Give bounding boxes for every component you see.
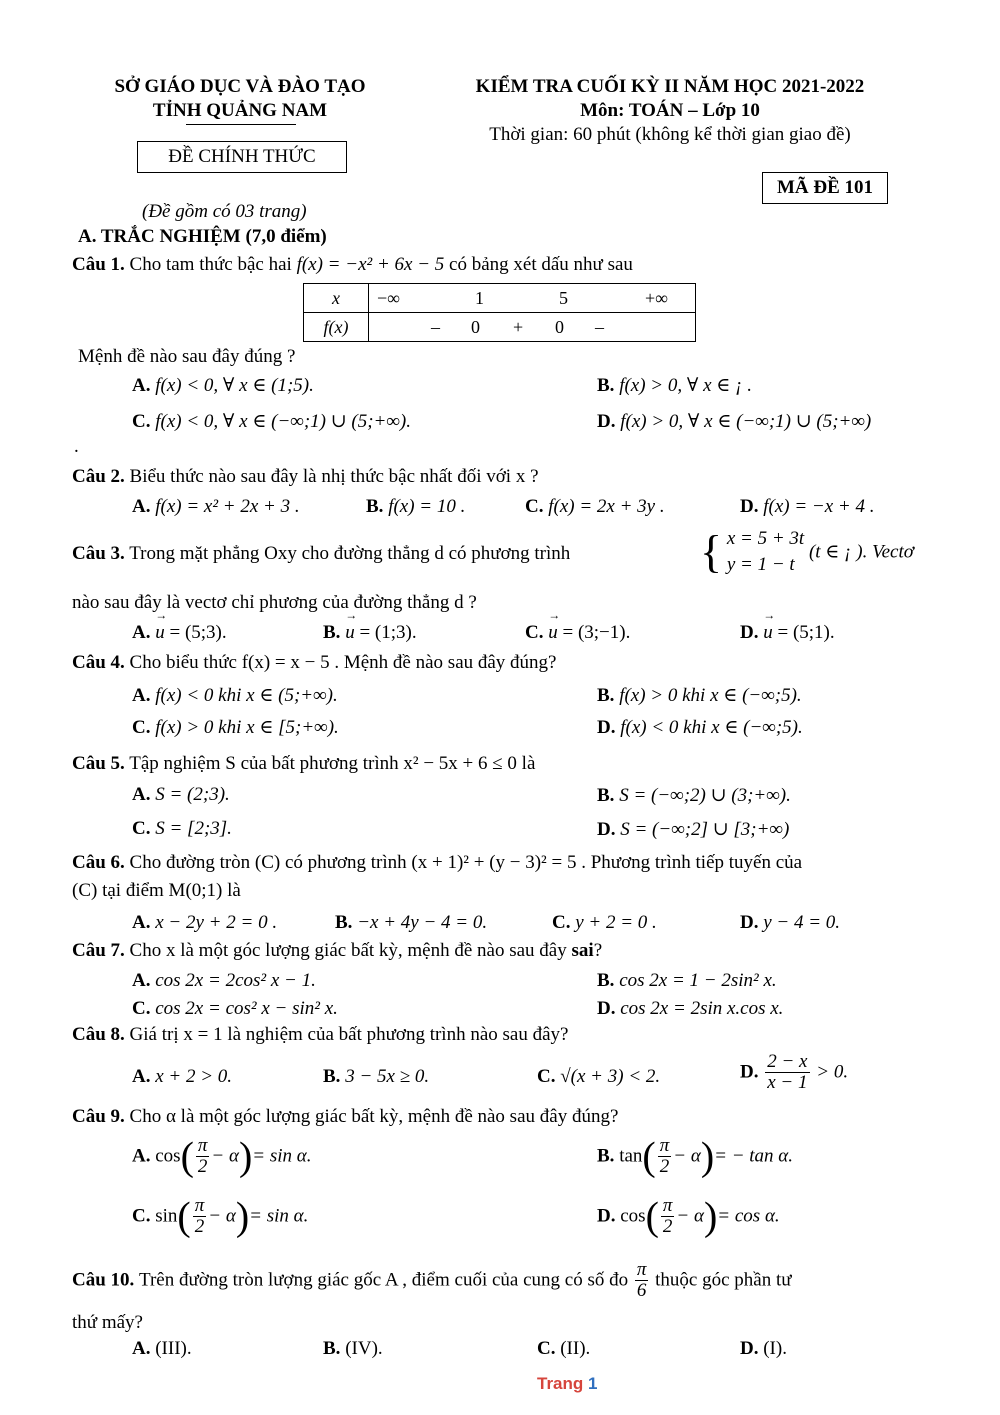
q9-option-a: A. cos( $\frac{\pi}{2}$ − α)= sin α. (132, 1133, 312, 1179)
q1-option-a: A. f(x) < 0, ∀ x ∈ (1;5). (132, 375, 314, 396)
formula: f(x) = −x² + 6x − 5 (296, 254, 445, 275)
q6-option-c: C. y + 2 = 0 . (552, 912, 657, 933)
q7-option-b: B. cos 2x = 1 − 2sin² x. (597, 970, 777, 991)
section-a-title: A. TRẮC NGHIỆM (7,0 điểm) (78, 226, 327, 247)
q4-option-a: A. f(x) < 0 khi x ∈ (5;+∞). (132, 685, 338, 706)
q6-option-b: B. −x + 4y − 4 = 0. (335, 912, 488, 933)
pages-note: (Đề gồm có 03 trang) (142, 201, 307, 222)
q2-option-d: D. f(x) = −x + 4 . (740, 496, 875, 517)
q6-option-d: D. y − 4 = 0. (740, 912, 841, 933)
sign-table-x-row: −∞ 1 5 +∞ (369, 284, 696, 313)
q9-option-c: C. sin( $\frac{\pi}{2}$ − α)= sin α. (132, 1193, 309, 1239)
q5-option-b: B. S = (−∞;2) ∪ (3;+∞). (597, 785, 791, 806)
department-name: SỞ GIÁO DỤC VÀ ĐÀO TẠO (114, 76, 366, 97)
question-10: Câu 10. Trên đường tròn lượng giác gốc A , điểm cuối của cung có số đo $\frac{\pi}{6}$ thuộc góc phần tư (72, 1259, 792, 1301)
question-10-line2: thứ mấy? (72, 1312, 143, 1333)
q10-option-a: A. (III). (132, 1338, 192, 1359)
line-system: { x = 5 + 3t y = 1 − t (t ∈ ¡ ). Vectơ (700, 526, 914, 577)
q10-option-d: D. (I). (740, 1338, 787, 1359)
q2-option-b: B. f(x) = 10 . (366, 496, 466, 517)
sign-table (303, 283, 696, 342)
trailing-dot: . (74, 436, 79, 457)
q4-option-b: B. f(x) > 0 khi x ∈ (−∞;5). (597, 685, 802, 706)
q1-option-d: D. f(x) > 0, ∀ x ∈ (−∞;1) ∪ (5;+∞) (597, 411, 872, 432)
q9-option-b: B. tan( $\frac{\pi}{2}$ − α)= − tan α. (597, 1133, 794, 1179)
question-3: Câu 3. Trong mặt phẳng Oxy cho đường thẳng d có phương trình (72, 543, 571, 564)
exam-title: KIỂM TRA CUỐI KỲ II NĂM HỌC 2021-2022 (475, 76, 865, 97)
q1-option-c: C. f(x) < 0, ∀ x ∈ (−∞;1) ∪ (5;+∞). (132, 411, 412, 432)
page-footer: Trang 1 (537, 1374, 598, 1393)
q2-option-c: C. f(x) = 2x + 3y . (525, 496, 665, 517)
q5-option-a: A. S = (2;3). (132, 784, 230, 805)
exam-code-box: MÃ ĐỀ 101 (762, 172, 888, 204)
question-3-line2: nào sau đây là vectơ chỉ phương của đường thẳng d ? (72, 592, 477, 613)
question-8: Câu 8. Giá trị x = 1 là nghiệm của bất phương trình nào sau đây? (72, 1024, 569, 1045)
subject-line: Môn: TOÁN – Lớp 10 (580, 100, 760, 121)
sign-table-f-label: f(x) (304, 313, 369, 342)
question-4: Câu 4. Cho biểu thức f(x) = x − 5 . Mệnh đề nào sau đây đúng? (72, 652, 557, 673)
sign-table-x-label: x (304, 284, 369, 313)
question-5: Câu 5. Tập nghiệm S của bất phương trình x² − 5x + 6 ≤ 0 là (72, 753, 536, 774)
q10-option-b: B. (IV). (323, 1338, 383, 1359)
q10-option-c: C. (II). (537, 1338, 591, 1359)
q4-option-c: C. f(x) > 0 khi x ∈ [5;+∞). (132, 717, 339, 738)
fraction: $\frac{\pi}{6}$ (636, 1259, 647, 1301)
question-label: Câu 1. (72, 254, 125, 275)
q2-option-a: A. f(x) = x² + 2x + 3 . (132, 496, 300, 517)
official-exam-box: ĐỀ CHÍNH THỨC (137, 141, 347, 173)
time-line: Thời gian: 60 phút (không kể thời gian giao đề) (489, 124, 851, 145)
q4-option-d: D. f(x) < 0 khi x ∈ (−∞;5). (597, 717, 803, 738)
question-7: Câu 7. Cho x là một góc lượng giác bất kỳ, mệnh đề nào sau đây sai? (72, 940, 603, 961)
q3-option-c: C. → u = (3;−1). (525, 622, 630, 644)
question-6: Câu 6. Cho đường tròn (C) có phương trình (x + 1)² + (y − 3)² = 5 . Phương trình tiếp tuyến của (72, 852, 803, 873)
question-1-stem: Mệnh đề nào sau đây đúng ? (78, 346, 296, 367)
q3-option-b: B. → u = (1;3). (323, 622, 417, 644)
q5-option-c: C. S = [2;3]. (132, 818, 232, 839)
fraction: $\frac{2 - x}{x - 1}$ (767, 1051, 808, 1093)
q9-option-d: D. cos( $\frac{\pi}{2}$ − α)= cos α. (597, 1193, 780, 1239)
province-name: TỈNH QUẢNG NAM (152, 100, 328, 121)
sign-table-f-row: – 0 + 0 – (369, 313, 696, 342)
question-9: Câu 9. Cho α là một góc lượng giác bất kỳ, mệnh đề nào sau đây đúng? (72, 1106, 619, 1127)
q8-option-d: D. $\frac{2 - x}{x - 1}$ > 0. (740, 1051, 849, 1093)
q1-option-b: B. f(x) > 0, ∀ x ∈ ¡ . (597, 375, 752, 396)
q3-option-d: D. → u = (5;1). (740, 622, 835, 644)
q8-option-c: C. √(x + 3) < 2. (537, 1066, 661, 1087)
q3-option-a: A. → u = (5;3). (132, 622, 227, 644)
question-1: Câu 1. Cho tam thức bậc hai f(x) = −x² + 6x − 5 có bảng xét dấu như sau (72, 254, 633, 275)
q7-option-d: D. cos 2x = 2sin x.cos x. (597, 998, 784, 1019)
q7-option-c: C. cos 2x = cos² x − sin² x. (132, 998, 338, 1019)
q6-option-a: A. x − 2y + 2 = 0 . (132, 912, 278, 933)
q5-option-d: D. S = (−∞;2] ∪ [3;+∞) (597, 819, 790, 840)
q8-option-b: B. 3 − 5x ≥ 0. (323, 1066, 430, 1087)
question-6-line2: (C) tại điểm M(0;1) là (72, 880, 241, 901)
question-2: Câu 2. Biểu thức nào sau đây là nhị thức bậc nhất đối với x ? (72, 466, 539, 487)
q8-option-a: A. x + 2 > 0. (132, 1066, 233, 1087)
q7-option-a: A. cos 2x = 2cos² x − 1. (132, 970, 316, 991)
header-underline (186, 124, 296, 125)
